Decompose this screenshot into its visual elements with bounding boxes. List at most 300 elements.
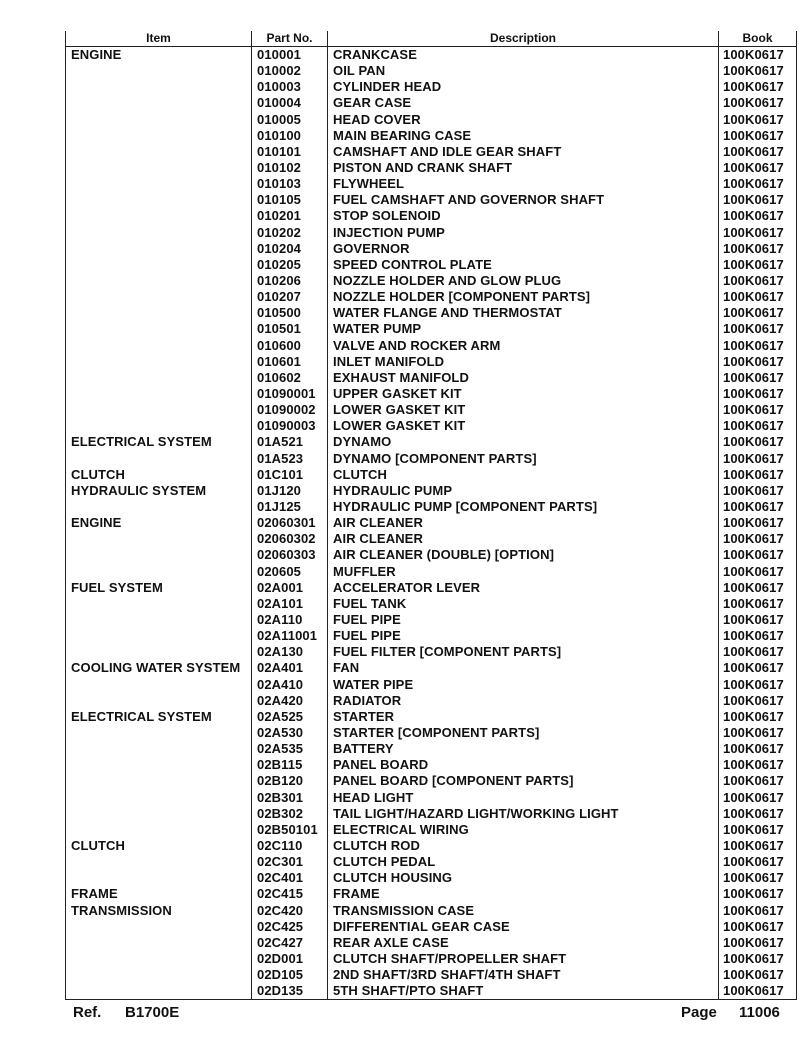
table-row	[66, 63, 797, 79]
item-cell	[66, 741, 252, 757]
description-cell: MAIN BEARING CASE	[328, 128, 719, 144]
description-cell: WATER PUMP	[328, 321, 719, 337]
book-cell: 100K0617	[719, 160, 797, 176]
item-cell: FRAME	[66, 886, 252, 902]
item-cell	[66, 289, 252, 305]
item-cell: COOLING WATER SYSTEM	[66, 660, 252, 676]
table-row	[66, 225, 797, 241]
book-cell: 100K0617	[719, 63, 797, 79]
book-cell: 100K0617	[719, 838, 797, 854]
book-cell: 100K0617	[719, 919, 797, 935]
table-row	[66, 273, 797, 289]
table-row	[66, 192, 797, 208]
book-cell: 100K0617	[719, 257, 797, 273]
table-row	[66, 757, 797, 773]
item-cell	[66, 273, 252, 289]
table-row	[66, 79, 797, 95]
part-number-cell: 02A101	[252, 596, 328, 612]
book-cell: 100K0617	[719, 47, 797, 64]
part-number-cell: 010005	[252, 112, 328, 128]
item-cell	[66, 628, 252, 644]
description-cell: DYNAMO [COMPONENT PARTS]	[328, 451, 719, 467]
item-cell	[66, 854, 252, 870]
description-cell: CLUTCH ROD	[328, 838, 719, 854]
item-cell: FUEL SYSTEM	[66, 580, 252, 596]
description-cell: FUEL TANK	[328, 596, 719, 612]
part-number-cell: 02A410	[252, 676, 328, 692]
book-cell: 100K0617	[719, 660, 797, 676]
table-row	[66, 531, 797, 547]
part-number-cell: 02A001	[252, 580, 328, 596]
book-cell: 100K0617	[719, 741, 797, 757]
description-cell: NOZZLE HOLDER AND GLOW PLUG	[328, 273, 719, 289]
book-cell: 100K0617	[719, 644, 797, 660]
item-cell	[66, 919, 252, 935]
part-number-cell: 02D105	[252, 967, 328, 983]
book-cell: 100K0617	[719, 789, 797, 805]
part-number-cell: 010204	[252, 241, 328, 257]
book-cell: 100K0617	[719, 241, 797, 257]
description-cell: PISTON AND CRANK SHAFT	[328, 160, 719, 176]
item-cell	[66, 63, 252, 79]
part-number-cell: 02C110	[252, 838, 328, 854]
table-row	[66, 257, 797, 273]
item-cell	[66, 693, 252, 709]
item-cell	[66, 451, 252, 467]
description-cell: FUEL FILTER [COMPONENT PARTS]	[328, 644, 719, 660]
table-row	[66, 305, 797, 321]
header-part-no: Part No.	[252, 31, 328, 47]
item-cell	[66, 644, 252, 660]
description-cell: 5TH SHAFT/PTO SHAFT	[328, 983, 719, 1000]
book-cell: 100K0617	[719, 822, 797, 838]
part-number-cell: 02C401	[252, 870, 328, 886]
part-number-cell: 02C301	[252, 854, 328, 870]
item-cell	[66, 822, 252, 838]
book-cell: 100K0617	[719, 370, 797, 386]
part-number-cell: 010102	[252, 160, 328, 176]
item-cell: TRANSMISSION	[66, 902, 252, 918]
description-cell: CAMSHAFT AND IDLE GEAR SHAFT	[328, 144, 719, 160]
item-cell	[66, 983, 252, 1000]
part-number-cell: 010003	[252, 79, 328, 95]
item-cell	[66, 499, 252, 515]
table-row	[66, 547, 797, 563]
part-number-cell: 010105	[252, 192, 328, 208]
book-cell: 100K0617	[719, 338, 797, 354]
book-cell: 100K0617	[719, 870, 797, 886]
part-number-cell: 010500	[252, 305, 328, 321]
part-number-cell: 02060301	[252, 515, 328, 531]
item-cell	[66, 773, 252, 789]
description-cell: MUFFLER	[328, 564, 719, 580]
item-cell	[66, 757, 252, 773]
item-cell	[66, 870, 252, 886]
part-number-cell: 02A401	[252, 660, 328, 676]
item-cell	[66, 806, 252, 822]
book-cell: 100K0617	[719, 854, 797, 870]
book-cell: 100K0617	[719, 612, 797, 628]
item-cell	[66, 338, 252, 354]
description-cell: VALVE AND ROCKER ARM	[328, 338, 719, 354]
description-cell: CLUTCH HOUSING	[328, 870, 719, 886]
header-description: Description	[328, 31, 719, 47]
description-cell: GOVERNOR	[328, 241, 719, 257]
item-cell	[66, 354, 252, 370]
table-row	[66, 112, 797, 128]
part-number-cell: 02A525	[252, 709, 328, 725]
table-row	[66, 208, 797, 224]
item-cell	[66, 370, 252, 386]
book-cell: 100K0617	[719, 434, 797, 450]
book-cell: 100K0617	[719, 95, 797, 111]
table-row	[66, 289, 797, 305]
book-cell: 100K0617	[719, 983, 797, 1000]
item-cell: ELECTRICAL SYSTEM	[66, 709, 252, 725]
part-number-cell: 010602	[252, 370, 328, 386]
part-number-cell: 02D001	[252, 951, 328, 967]
table-row	[66, 451, 797, 467]
book-cell: 100K0617	[719, 951, 797, 967]
part-number-cell: 02C420	[252, 902, 328, 918]
item-cell	[66, 612, 252, 628]
description-cell: FUEL CAMSHAFT AND GOVERNOR SHAFT	[328, 192, 719, 208]
description-cell: UPPER GASKET KIT	[328, 386, 719, 402]
part-number-cell: 010002	[252, 63, 328, 79]
header-item: Item	[66, 31, 252, 47]
item-cell	[66, 160, 252, 176]
table-row	[66, 564, 797, 580]
description-cell: CLUTCH	[328, 467, 719, 483]
description-cell: STARTER [COMPONENT PARTS]	[328, 725, 719, 741]
item-cell	[66, 128, 252, 144]
part-number-cell: 02A535	[252, 741, 328, 757]
item-cell: HYDRAULIC SYSTEM	[66, 483, 252, 499]
part-number-cell: 01C101	[252, 467, 328, 483]
book-cell: 100K0617	[719, 531, 797, 547]
part-number-cell: 02B120	[252, 773, 328, 789]
page-label: Page	[681, 1004, 717, 1021]
ref-label: Ref.	[73, 1004, 102, 1021]
part-number-cell: 02B301	[252, 789, 328, 805]
table-row	[66, 983, 797, 1000]
table-row	[66, 483, 797, 499]
description-cell: TAIL LIGHT/HAZARD LIGHT/WORKING LIGHT	[328, 806, 719, 822]
page-number: 11006	[739, 1004, 780, 1021]
part-number-cell: 010001	[252, 47, 328, 64]
table-row	[66, 902, 797, 918]
description-cell: REAR AXLE CASE	[328, 935, 719, 951]
item-cell	[66, 418, 252, 434]
part-number-cell: 010501	[252, 321, 328, 337]
book-cell: 100K0617	[719, 273, 797, 289]
table-row	[66, 338, 797, 354]
part-number-cell: 02060302	[252, 531, 328, 547]
book-cell: 100K0617	[719, 79, 797, 95]
book-cell: 100K0617	[719, 676, 797, 692]
book-cell: 100K0617	[719, 451, 797, 467]
description-cell: SPEED CONTROL PLATE	[328, 257, 719, 273]
item-cell: CLUTCH	[66, 838, 252, 854]
description-cell: DYNAMO	[328, 434, 719, 450]
item-cell	[66, 241, 252, 257]
table-body	[66, 47, 797, 1000]
description-cell: LOWER GASKET KIT	[328, 418, 719, 434]
book-cell: 100K0617	[719, 208, 797, 224]
description-cell: FLYWHEEL	[328, 176, 719, 192]
table-row	[66, 354, 797, 370]
item-cell	[66, 225, 252, 241]
item-cell	[66, 192, 252, 208]
description-cell: NOZZLE HOLDER [COMPONENT PARTS]	[328, 289, 719, 305]
part-number-cell: 02C425	[252, 919, 328, 935]
item-cell	[66, 564, 252, 580]
book-cell: 100K0617	[719, 902, 797, 918]
book-cell: 100K0617	[719, 386, 797, 402]
part-number-cell: 02A110	[252, 612, 328, 628]
description-cell: WATER PIPE	[328, 676, 719, 692]
part-number-cell: 010206	[252, 273, 328, 289]
table-row	[66, 822, 797, 838]
table-row	[66, 467, 797, 483]
table-row	[66, 741, 797, 757]
part-number-cell: 010207	[252, 289, 328, 305]
description-cell: AIR CLEANER	[328, 515, 719, 531]
part-number-cell: 010201	[252, 208, 328, 224]
book-cell: 100K0617	[719, 499, 797, 515]
table-row	[66, 47, 797, 64]
book-cell: 100K0617	[719, 467, 797, 483]
description-cell: CRANKCASE	[328, 47, 719, 64]
description-cell: HEAD COVER	[328, 112, 719, 128]
table-row	[66, 628, 797, 644]
description-cell: BATTERY	[328, 741, 719, 757]
table-row	[66, 160, 797, 176]
item-cell	[66, 596, 252, 612]
description-cell: FUEL PIPE	[328, 628, 719, 644]
part-number-cell: 02A530	[252, 725, 328, 741]
part-number-cell: 02060303	[252, 547, 328, 563]
description-cell: HEAD LIGHT	[328, 789, 719, 805]
item-cell	[66, 725, 252, 741]
book-cell: 100K0617	[719, 886, 797, 902]
description-cell: AIR CLEANER	[328, 531, 719, 547]
table-row	[66, 95, 797, 111]
table-row	[66, 676, 797, 692]
table-row	[66, 321, 797, 337]
header-book: Book	[719, 31, 797, 47]
item-cell	[66, 531, 252, 547]
part-number-cell: 02C415	[252, 886, 328, 902]
book-cell: 100K0617	[719, 321, 797, 337]
item-cell	[66, 176, 252, 192]
part-number-cell: 02B50101	[252, 822, 328, 838]
part-number-cell: 010101	[252, 144, 328, 160]
part-number-cell: 01090002	[252, 402, 328, 418]
description-cell: HYDRAULIC PUMP [COMPONENT PARTS]	[328, 499, 719, 515]
table-row	[66, 709, 797, 725]
description-cell: TRANSMISSION CASE	[328, 902, 719, 918]
book-cell: 100K0617	[719, 176, 797, 192]
description-cell: STARTER	[328, 709, 719, 725]
item-cell	[66, 951, 252, 967]
item-cell: ENGINE	[66, 515, 252, 531]
book-cell: 100K0617	[719, 773, 797, 789]
book-cell: 100K0617	[719, 402, 797, 418]
description-cell: PANEL BOARD [COMPONENT PARTS]	[328, 773, 719, 789]
book-cell: 100K0617	[719, 289, 797, 305]
part-number-cell: 02C427	[252, 935, 328, 951]
description-cell: STOP SOLENOID	[328, 208, 719, 224]
description-cell: AIR CLEANER (DOUBLE) [OPTION]	[328, 547, 719, 563]
part-number-cell: 010004	[252, 95, 328, 111]
table-row	[66, 596, 797, 612]
description-cell: LOWER GASKET KIT	[328, 402, 719, 418]
book-cell: 100K0617	[719, 596, 797, 612]
item-cell: ENGINE	[66, 47, 252, 64]
book-cell: 100K0617	[719, 112, 797, 128]
book-cell: 100K0617	[719, 192, 797, 208]
table-row	[66, 789, 797, 805]
book-cell: 100K0617	[719, 564, 797, 580]
description-cell: ELECTRICAL WIRING	[328, 822, 719, 838]
table-row	[66, 644, 797, 660]
description-cell: OIL PAN	[328, 63, 719, 79]
ref-value: B1700E	[125, 1004, 180, 1021]
description-cell: RADIATOR	[328, 693, 719, 709]
table-row	[66, 870, 797, 886]
part-number-cell: 02A11001	[252, 628, 328, 644]
book-cell: 100K0617	[719, 725, 797, 741]
part-number-cell: 010100	[252, 128, 328, 144]
table-row	[66, 418, 797, 434]
table-row	[66, 144, 797, 160]
table-row	[66, 951, 797, 967]
book-cell: 100K0617	[719, 515, 797, 531]
part-number-cell: 01J120	[252, 483, 328, 499]
book-cell: 100K0617	[719, 305, 797, 321]
part-number-cell: 01090001	[252, 386, 328, 402]
book-cell: 100K0617	[719, 806, 797, 822]
book-cell: 100K0617	[719, 547, 797, 563]
table-row	[66, 773, 797, 789]
book-cell: 100K0617	[719, 418, 797, 434]
part-number-cell: 010600	[252, 338, 328, 354]
part-number-cell: 01A521	[252, 434, 328, 450]
description-cell: GEAR CASE	[328, 95, 719, 111]
parts-index-sheet	[65, 31, 796, 1000]
description-cell: FUEL PIPE	[328, 612, 719, 628]
item-cell	[66, 95, 252, 111]
item-cell	[66, 547, 252, 563]
part-number-cell: 010103	[252, 176, 328, 192]
description-cell: INLET MANIFOLD	[328, 354, 719, 370]
book-cell: 100K0617	[719, 709, 797, 725]
part-number-cell: 01090003	[252, 418, 328, 434]
table-row	[66, 241, 797, 257]
description-cell: CYLINDER HEAD	[328, 79, 719, 95]
part-number-cell: 02B115	[252, 757, 328, 773]
table-row	[66, 725, 797, 741]
description-cell: EXHAUST MANIFOLD	[328, 370, 719, 386]
item-cell	[66, 208, 252, 224]
table-row	[66, 854, 797, 870]
description-cell: DIFFERENTIAL GEAR CASE	[328, 919, 719, 935]
table-row	[66, 660, 797, 676]
table-row	[66, 806, 797, 822]
book-cell: 100K0617	[719, 354, 797, 370]
item-cell: CLUTCH	[66, 467, 252, 483]
description-cell: 2ND SHAFT/3RD SHAFT/4TH SHAFT	[328, 967, 719, 983]
table-row	[66, 967, 797, 983]
book-cell: 100K0617	[719, 628, 797, 644]
book-cell: 100K0617	[719, 967, 797, 983]
item-cell	[66, 144, 252, 160]
item-cell	[66, 321, 252, 337]
part-number-cell: 020605	[252, 564, 328, 580]
book-cell: 100K0617	[719, 935, 797, 951]
book-cell: 100K0617	[719, 225, 797, 241]
table-row	[66, 176, 797, 192]
part-number-cell: 02B302	[252, 806, 328, 822]
item-cell	[66, 257, 252, 273]
table-row	[66, 693, 797, 709]
book-cell: 100K0617	[719, 144, 797, 160]
description-cell: ACCELERATOR LEVER	[328, 580, 719, 596]
table-row	[66, 580, 797, 596]
item-cell	[66, 402, 252, 418]
description-cell: WATER FLANGE AND THERMOSTAT	[328, 305, 719, 321]
part-number-cell: 02A420	[252, 693, 328, 709]
item-cell	[66, 386, 252, 402]
table-row	[66, 886, 797, 902]
item-cell: ELECTRICAL SYSTEM	[66, 434, 252, 450]
table-row	[66, 434, 797, 450]
table-header-row	[66, 31, 797, 47]
description-cell: CLUTCH PEDAL	[328, 854, 719, 870]
description-cell: HYDRAULIC PUMP	[328, 483, 719, 499]
item-cell	[66, 789, 252, 805]
table-row	[66, 919, 797, 935]
part-number-cell: 01J125	[252, 499, 328, 515]
description-cell: FRAME	[328, 886, 719, 902]
part-number-cell: 010601	[252, 354, 328, 370]
description-cell: PANEL BOARD	[328, 757, 719, 773]
item-cell	[66, 935, 252, 951]
table-row	[66, 499, 797, 515]
item-cell	[66, 112, 252, 128]
page-footer	[73, 1004, 788, 1022]
item-cell	[66, 967, 252, 983]
item-cell	[66, 305, 252, 321]
table-row	[66, 370, 797, 386]
description-cell: CLUTCH SHAFT/PROPELLER SHAFT	[328, 951, 719, 967]
part-number-cell: 01A523	[252, 451, 328, 467]
table-row	[66, 612, 797, 628]
description-cell: FAN	[328, 660, 719, 676]
part-number-cell: 010202	[252, 225, 328, 241]
table-row	[66, 838, 797, 854]
book-cell: 100K0617	[719, 693, 797, 709]
item-cell	[66, 79, 252, 95]
item-cell	[66, 676, 252, 692]
book-cell: 100K0617	[719, 757, 797, 773]
book-cell: 100K0617	[719, 580, 797, 596]
book-cell: 100K0617	[719, 483, 797, 499]
description-cell: INJECTION PUMP	[328, 225, 719, 241]
table-row	[66, 402, 797, 418]
table-row	[66, 515, 797, 531]
